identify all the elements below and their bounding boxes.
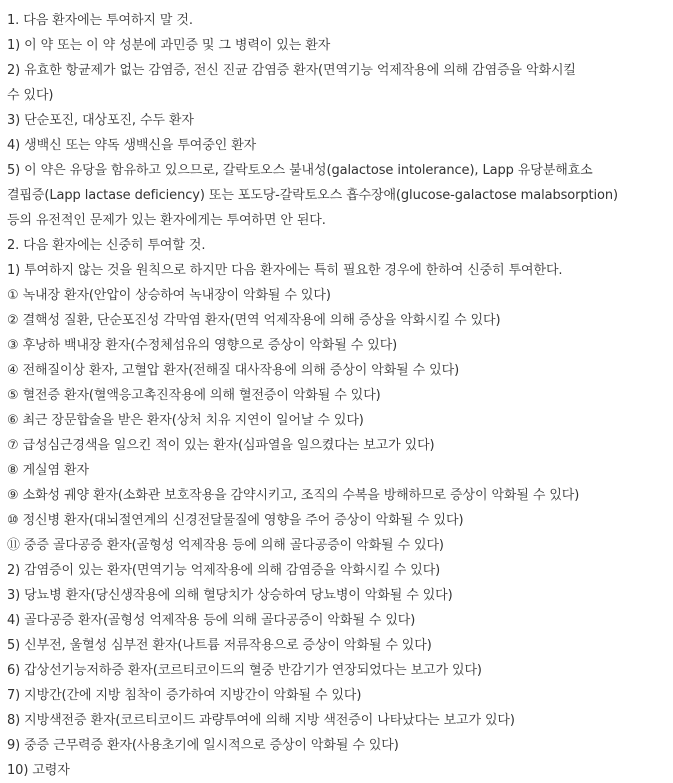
sub-list-item: ⑧ 게실염 환자 xyxy=(7,463,89,478)
list-item: 4) 골다공증 환자(골형성 억제작용 등에 의해 골다공증이 악화될 수 있다) xyxy=(7,613,416,628)
sub-list-item: ⑪ 중증 골다공증 환자(골형성 억제작용 등에 의해 골다공증이 악화될 수 있다) xyxy=(7,538,444,553)
sub-list-item: ⑨ 소화성 궤양 환자(소화관 보호작용을 감약시키고, 조직의 수복을 방해하므로 증상이 악화될 수 있다) xyxy=(7,488,580,503)
list-item-partial: 10) 고령자 xyxy=(7,763,70,778)
list-item: 9) 중증 근무력증 환자(사용초기에 일시적으로 증상이 악화될 수 있다) xyxy=(7,738,399,753)
list-item: 1) 투여하지 않는 것을 원칙으로 하지만 다음 환자에는 특히 필요한 경우에 한하여 신중히 투여한다. xyxy=(7,263,563,278)
sub-list-item: ① 녹내장 환자(안압이 상승하여 녹내장이 악화될 수 있다) xyxy=(7,288,331,303)
list-item: 2) 감염증이 있는 환자(면역기능 억제작용에 의해 감염증을 악화시킬 수 있다) xyxy=(7,563,441,578)
list-item: 3) 당뇨병 환자(당신생작용에 의해 혈당치가 상승하여 당뇨병이 악화될 수 있다) xyxy=(7,588,453,603)
sub-list-item: ⑩ 정신병 환자(대뇌절연계의 신경전달물질에 영향을 주어 증상이 악화될 수 있다) xyxy=(7,513,464,528)
list-item-continuation: 수 있다) xyxy=(7,88,54,103)
sub-list-item: ⑦ 급성심근경색을 일으킨 적이 있는 환자(심파열을 일으켰다는 보고가 있다) xyxy=(7,438,435,453)
list-item: 5) 신부전, 울혈성 심부전 환자(나트륨 저류작용으로 증상이 악화될 수 있다) xyxy=(7,638,432,653)
sub-list-item: ③ 후낭하 백내장 환자(수정체섬유의 영향으로 증상이 악화될 수 있다) xyxy=(7,338,398,353)
list-item: 4) 생백신 또는 약독 생백신을 투여중인 환자 xyxy=(7,138,257,153)
section-heading-caution: 2. 다음 환자에는 신중히 투여할 것. xyxy=(7,238,206,253)
list-item: 6) 갑상선기능저하증 환자(코르티코이드의 혈중 반감기가 연장되었다는 보고가 있다) xyxy=(7,663,482,678)
sub-list-item: ④ 전해질이상 환자, 고혈압 환자(전해질 대사작용에 의해 증상이 악화될 수 있다) xyxy=(7,363,460,378)
list-item-continuation: 등의 유전적인 문제가 있는 환자에게는 투여하면 안 된다. xyxy=(7,213,326,228)
precautions-document xyxy=(7,8,669,783)
sub-list-item: ⑤ 혈전증 환자(혈액응고촉진작용에 의해 혈전증이 악화될 수 있다) xyxy=(7,388,381,403)
sub-list-item: ⑥ 최근 장문합술을 받은 환자(상처 치유 지연이 일어날 수 있다) xyxy=(7,413,364,428)
list-item-continuation: 결핍증(Lapp lactase deficiency) 또는 포도당-갈락토오스 흡수장애(glucose-galactose malabsorption) xyxy=(7,188,619,203)
sub-list-item: ② 결핵성 질환, 단순포진성 각막염 환자(면역 억제작용에 의해 증상을 악화시킬 수 있다) xyxy=(7,313,501,328)
list-item: 5) 이 약은 유당을 함유하고 있으므로, 갈락토오스 불내성(galactose intolerance), Lapp 유당분해효소 xyxy=(7,163,593,178)
list-item: 3) 단순포진, 대상포진, 수두 환자 xyxy=(7,113,194,128)
section-heading-contraindications: 1. 다음 환자에는 투여하지 말 것. xyxy=(7,13,193,28)
list-item: 1) 이 약 또는 이 약 성분에 과민증 및 그 병력이 있는 환자 xyxy=(7,38,331,53)
list-item: 7) 지방간(간에 지방 침착이 증가하여 지방간이 악화될 수 있다) xyxy=(7,688,362,703)
list-item: 2) 유효한 항균제가 없는 감염증, 전신 진균 감염증 환자(면역기능 억제작용에 의해 감염증을 악화시킬 xyxy=(7,63,576,78)
list-item: 8) 지방색전증 환자(코르티코이드 과량투여에 의해 지방 색전증이 나타났다는 보고가 있다) xyxy=(7,713,515,728)
